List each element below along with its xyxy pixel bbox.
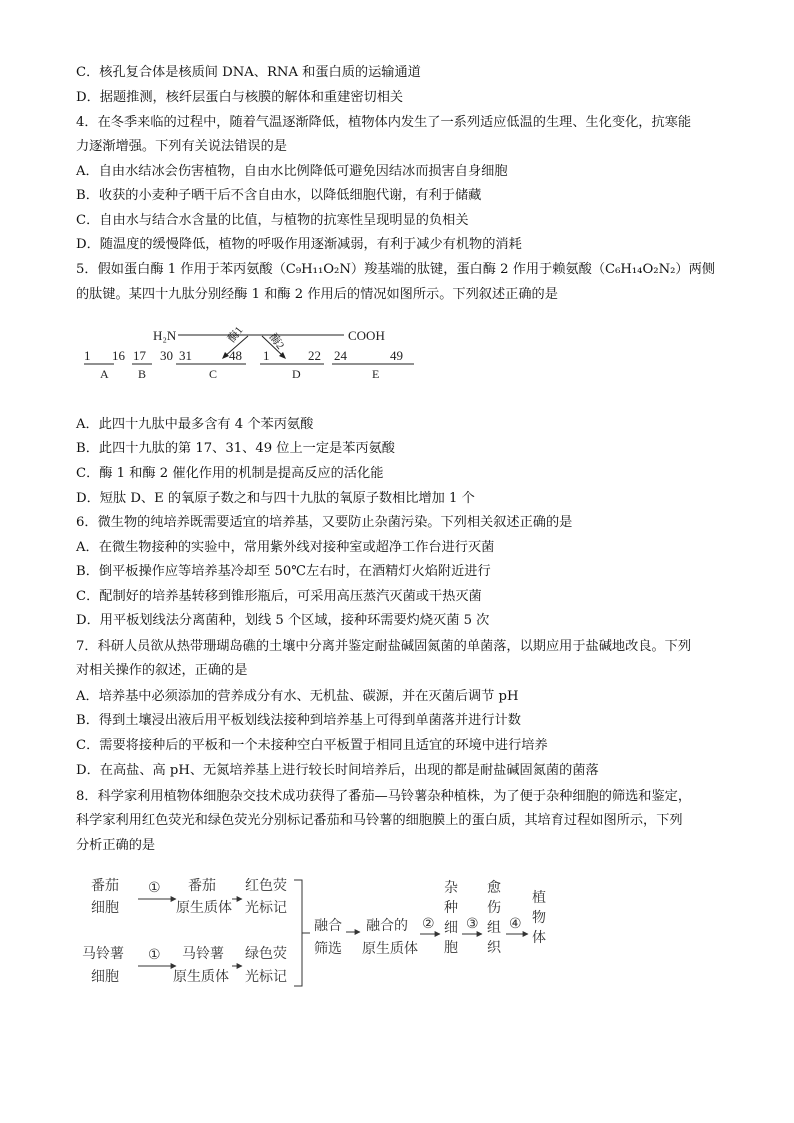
- fragment-letter: D: [292, 367, 301, 379]
- text-line: D．随温度的缓慢降低，植物的呼吸作用逐渐减弱，有利于减少有机物的消耗: [76, 237, 522, 252]
- step1-marker: ①: [148, 880, 161, 896]
- residue-number: 22: [308, 348, 321, 363]
- tomato-protoplast-label: 番茄: [188, 878, 216, 894]
- enzyme1-label: 酶1: [225, 324, 246, 345]
- residue-number: 1: [263, 348, 270, 363]
- potato-cell-label: 马铃薯: [82, 946, 124, 962]
- text-line: 6．微生物的纯培养既需要适宜的培养基，又要防止杂菌污染。下列相关叙述正确的是: [76, 515, 573, 530]
- fused-protoplast-label-2: 原生质体: [362, 941, 418, 957]
- text-line: A．自由水结冰会伤害植物，自由水比例降低可避免因结冰而损害自身细胞: [76, 164, 508, 179]
- text-line: D．据题推测，核纤层蛋白与核膜的解体和重建密切相关: [76, 90, 404, 105]
- residue-number: 24: [334, 348, 347, 363]
- plant-char: 植: [532, 890, 546, 906]
- somatic-hybridization-flowchart: [76, 870, 576, 1000]
- text-line: B．得到土壤浸出液后用平板划线法接种到培养基上可得到单菌落并进行计数: [76, 713, 521, 728]
- potato-protoplast-label: 马铃薯: [182, 946, 224, 962]
- red-fluorescence-label-2: 光标记: [245, 900, 287, 916]
- text-line: 力逐渐增强。下列有关说法错误的是: [76, 139, 287, 154]
- text-line: C．酶 1 和酶 2 催化作用的机制是提高反应的活化能: [76, 466, 384, 481]
- fragment-letter: A: [100, 367, 109, 379]
- red-fluorescence-label: 红色荧: [245, 878, 287, 894]
- green-fluorescence-label: 绿色荧: [245, 946, 287, 962]
- residue-number: 49: [390, 348, 403, 363]
- step2-marker: ②: [422, 916, 435, 932]
- text-line: D．短肽 D、E 的氧原子数之和与四十九肽的氧原子数相比增加 1 个: [76, 491, 475, 506]
- h2n-label: H₂N: [153, 328, 177, 343]
- hybrid-cell-label: [444, 879, 458, 956]
- residue-number: 31: [179, 348, 192, 363]
- text-line: B．倒平板操作应等培养基冷却至 50℃左右时，在酒精灯火焰附近进行: [76, 564, 491, 579]
- step4-marker: ④: [509, 916, 522, 932]
- tomato-cell-label-2: 细胞: [91, 900, 119, 916]
- text-line: A．在微生物接种的实验中，常用紫外线对接种室或超净工作台进行灭菌: [76, 540, 495, 555]
- step1-marker-potato: ①: [148, 947, 161, 963]
- text-line: 8．科学家利用植物体细胞杂交技术成功获得了番茄—马铃薯杂种植株，为了便于杂种细胞的筛选和鉴定，: [76, 789, 692, 804]
- callus-char: 伤: [487, 900, 501, 916]
- text-line: C．需要将接种后的平板和一个未接种空白平板置于相同且适宜的环境中进行培养: [76, 738, 548, 753]
- text-line: B．此四十九肽的第 17、31、49 位上一定是苯丙氨酸: [76, 441, 395, 456]
- fragment-letter: B: [138, 367, 147, 379]
- residue-number: 30: [160, 348, 173, 363]
- peptide-cleavage-diagram: [76, 323, 416, 379]
- plant-char: 物: [532, 910, 546, 926]
- fusion-screening-label: 融合: [314, 918, 342, 934]
- text-line: 7．科研人员欲从热带珊瑚岛礁的土壤中分离并鉴定耐盐碱固氮菌的单菌落，以期应用于盐碱地改良。下列: [76, 639, 692, 654]
- residue-number: 1: [84, 348, 91, 363]
- text-line: D．用平板划线法分离菌种，划线 5 个区域，接种环需要灼烧灭菌 5 次: [76, 613, 490, 628]
- peptide-fragments: [84, 348, 414, 379]
- fusion-screening-label-2: 筛选: [314, 941, 342, 957]
- hybrid_cell-char: 杂: [444, 880, 458, 896]
- callus-label: [487, 880, 502, 956]
- hybrid_cell-char: 种: [444, 900, 458, 916]
- text-line: 5．假如蛋白酶 1 作用于苯丙氨酸（C₉H₁₁O₂N）羧基端的肽键，蛋白酶 2 作用于赖氨酸（C₆H₁₄O₂N₂）两侧: [76, 262, 715, 277]
- text-line: B．收获的小麦种子晒干后不含自由水，以降低细胞代谢，有利于储藏: [76, 188, 482, 203]
- residue-number: 17: [133, 348, 146, 363]
- plant-char: 体: [532, 930, 546, 946]
- hybrid_cell-char: 胞: [444, 940, 458, 956]
- fused-protoplast-label: 融合的: [366, 918, 408, 934]
- text-line: 对相关操作的叙述，正确的是: [76, 663, 248, 678]
- text-line: 4．在冬季来临的过程中，随着气温逐渐降低，植物体内发生了一系列适应低温的生理、生化变化，抗寒能: [76, 115, 692, 130]
- callus-char: 织: [487, 940, 501, 956]
- hybrid_cell-char: 细: [444, 920, 458, 936]
- callus-char: 愈: [487, 880, 501, 896]
- green-fluorescence-label-2: 光标记: [245, 969, 287, 985]
- cooh-label: COOH: [348, 328, 385, 343]
- callus-char: 组: [487, 920, 501, 936]
- tomato-cell-label: 番茄: [91, 878, 119, 894]
- text-line: 科学家利用红色荧光和绿色荧光分别标记番茄和马铃薯的细胞膜上的蛋白质，其培育过程如图所示，下列: [76, 813, 683, 828]
- text-line: C．配制好的培养基转移到锥形瓶后，可采用高压蒸汽灭菌或干热灭菌: [76, 589, 482, 604]
- plant-label: [532, 889, 546, 946]
- fragment-letter: C: [209, 367, 218, 379]
- text-line: 的肽键。某四十九肽分别经酶 1 和酶 2 作用后的情况如图所示。下列叙述正确的是: [76, 287, 558, 302]
- text-line: A．此四十九肽中最多含有 4 个苯丙氨酸: [76, 417, 314, 432]
- residue-number: 48: [229, 348, 242, 363]
- enzyme2-label: 酶2: [266, 331, 287, 352]
- fragment-letter: E: [372, 367, 380, 379]
- text-line: A．培养基中必须添加的营养成分有水、无机盐、碳源，并在灭菌后调节 pH: [76, 689, 519, 704]
- merge-bracket: [294, 880, 302, 986]
- text-line: 分析正确的是: [76, 838, 156, 853]
- potato-cell-label-2: 细胞: [91, 969, 119, 985]
- text-line: C．核孔复合体是核质间 DNA、RNA 和蛋白质的运输通道: [76, 65, 421, 80]
- text-line: D．在高盐、高 pH、无氮培养基上进行较长时间培养后，出现的都是耐盐碱固氮菌的菌落: [76, 763, 599, 778]
- text-line: C．自由水与结合水含量的比值，与植物的抗寒性呈现明显的负相关: [76, 213, 469, 228]
- tomato-protoplast-label-2: 原生质体: [176, 900, 232, 916]
- step3-marker: ③: [466, 916, 479, 932]
- residue-number: 16: [112, 348, 125, 363]
- potato-protoplast-label-2: 原生质体: [173, 969, 229, 985]
